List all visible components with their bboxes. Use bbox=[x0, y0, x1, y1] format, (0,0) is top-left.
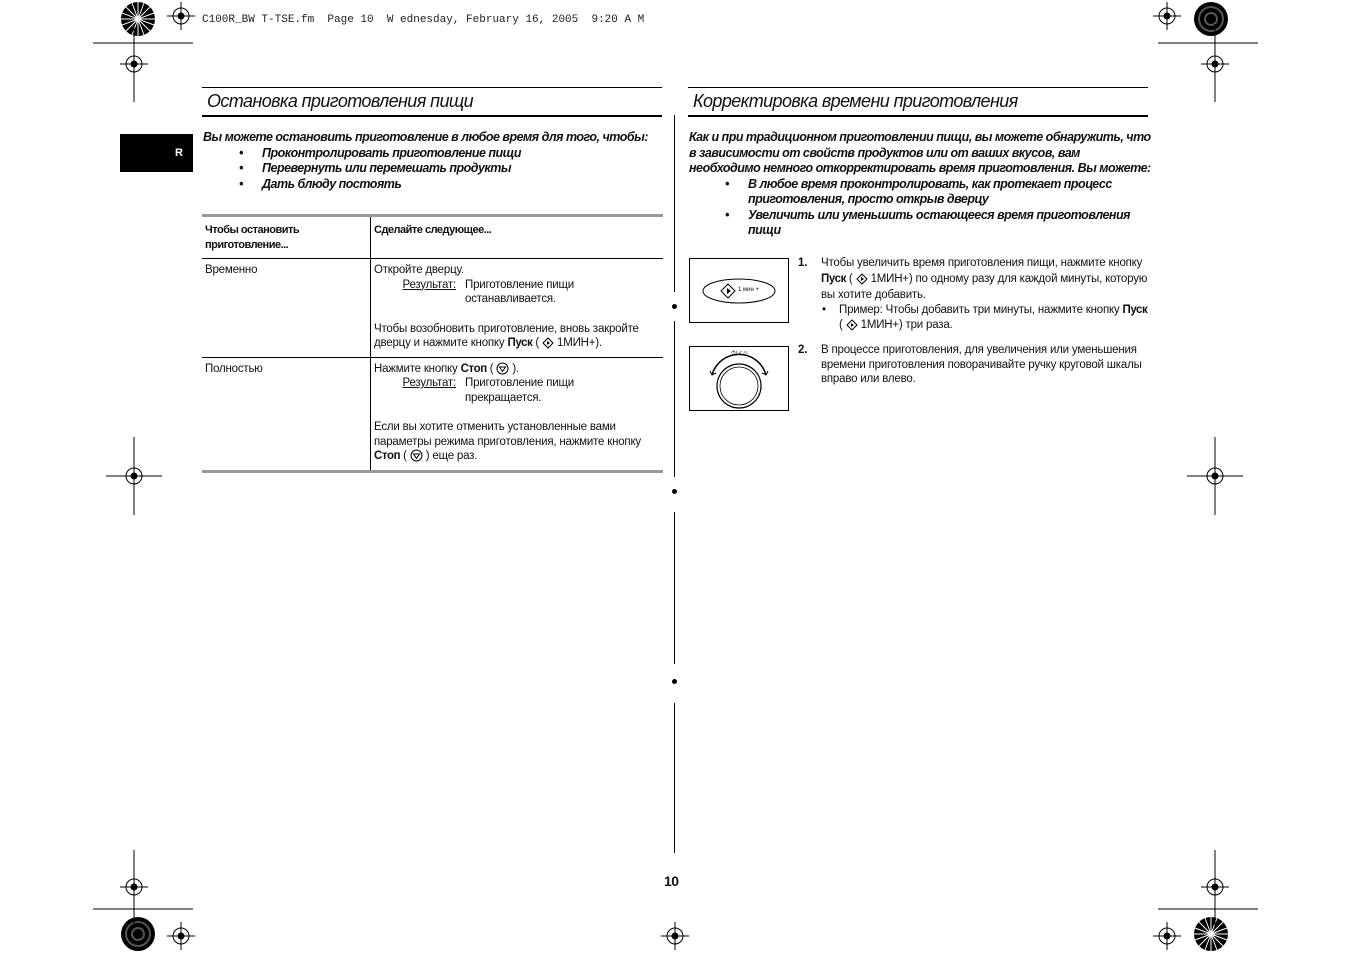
result-line bbox=[374, 278, 660, 307]
right-section-title: Корректировка времени приготовления bbox=[688, 87, 1148, 117]
list-item: • Дать блюду постоять bbox=[203, 177, 663, 193]
start-key-label: Пуск bbox=[1122, 304, 1148, 316]
step-text: Чтобы увеличить время приготовления пищи, нажмите кнопку bbox=[821, 257, 1143, 269]
table-header-when: Чтобы остановить приготовление... bbox=[202, 216, 371, 259]
start-diamond-icon bbox=[846, 319, 858, 331]
divider-dot bbox=[672, 304, 677, 309]
left-lead-text: Вы можете остановить приготовление в любое время для того, чтобы: bbox=[203, 130, 648, 144]
figure2-label: ⏱/✓ ⊙ bbox=[731, 351, 748, 357]
result-label: Результат: bbox=[402, 278, 456, 291]
step-text-tail: 1МИН+) по одному разу для каждой минуты, которую вы хотите добавить. bbox=[821, 273, 1148, 301]
column-divider bbox=[674, 703, 675, 853]
stop-key-label: Стоп bbox=[460, 362, 487, 375]
column-divider bbox=[674, 115, 675, 292]
table-header-row bbox=[202, 216, 663, 259]
row-action bbox=[371, 259, 664, 358]
row-action-text: Нажмите кнопку Стоп ( ). bbox=[374, 362, 519, 375]
action-tail: ). bbox=[512, 362, 519, 375]
row-when: Временно bbox=[202, 259, 371, 358]
action-text: Нажмите кнопку bbox=[374, 362, 458, 375]
table-header-action: Сделайте следующее... bbox=[371, 216, 664, 259]
result-text: Приготовление пищи прекращается. bbox=[465, 377, 574, 404]
row-note: Чтобы возобновить приготовление, вновь закройте дверцу и нажмите кнопку Пуск ( 1МИН+). bbox=[374, 322, 639, 349]
column-divider bbox=[674, 512, 675, 664]
result-line bbox=[374, 376, 660, 405]
stop-button-icon bbox=[410, 449, 423, 462]
row-note: Если вы хотите отменить установленные вами параметры режима приготовления, нажмите кнопку Стоп ( ) еще раз. bbox=[374, 421, 641, 462]
right-lead-text: Как и при традиционном приготовлении пищи, вы можете обнаружить, что в зависимости от свойств продуктов или от ваших вкусов, вам необходимо немного откорректировать время приготовления. Вы можете: bbox=[689, 130, 1151, 175]
note-tail: 1МИН+). bbox=[557, 337, 602, 349]
step-1: 1. Чтобы увеличить время приготовления пищи, нажмите кнопку Пуск ( 1МИН+) по одному разу для каждой минуты, которую вы хотите добавить. • Пример: Чтобы добавить три минуты, нажмите кнопку Пуск ( 1МИН+) три раза. bbox=[798, 255, 1151, 333]
note-tail: ) еще раз. bbox=[425, 450, 478, 462]
note-text: Если вы хотите отменить установленные вами параметры режима приготовления, нажмите кнопку bbox=[374, 421, 641, 448]
note-text: Чтобы возобновить приготовление, вновь закройте дверцу и нажмите кнопку bbox=[374, 322, 639, 349]
result-text: Приготовление пищи останавливается. bbox=[465, 278, 574, 305]
start-button-illustration bbox=[689, 258, 789, 323]
start-diamond-icon bbox=[856, 273, 868, 285]
start-key-label: Пуск bbox=[507, 337, 533, 349]
list-item: • Перевернуть или перемешать продукты bbox=[203, 161, 663, 177]
list-item: • Проконтролировать приготовление пищи bbox=[203, 146, 663, 162]
step-number: 2. bbox=[798, 344, 808, 356]
table-row bbox=[202, 357, 663, 471]
list-item: • Увеличить или уменьшить остающееся время приготовления пищи bbox=[689, 208, 1151, 239]
file-slug: C100R_BW T-TSE.fm Page 10 W ednesday, February 16, 2005 9:20 A M bbox=[202, 14, 645, 26]
column-divider bbox=[674, 321, 675, 477]
result-label: Результат: bbox=[402, 377, 456, 389]
divider-dot bbox=[672, 679, 677, 684]
right-lead bbox=[689, 130, 1151, 239]
example-text: Пример: Чтобы добавить три минуты, нажмите кнопку bbox=[839, 304, 1120, 316]
step-number: 1. bbox=[798, 257, 808, 269]
dial-illustration bbox=[689, 346, 789, 411]
step-text: В процессе приготовления, для увеличения или уменьшения времени приготовления поворачивайте ручку круговой шкалы вправо или влево. bbox=[821, 344, 1142, 385]
row-when: Полностью bbox=[202, 357, 371, 471]
row-action bbox=[371, 357, 664, 471]
start-diamond-icon bbox=[542, 337, 554, 349]
stop-key-label: Стоп bbox=[374, 450, 401, 462]
figure1-label: 1 мин + bbox=[738, 287, 759, 293]
step-2 bbox=[798, 343, 1151, 387]
page-number: 10 bbox=[664, 873, 679, 889]
step-example: • Пример: Чтобы добавить три минуты, нажмите кнопку Пуск ( 1МИН+) три раза. bbox=[821, 303, 1151, 333]
left-lead bbox=[203, 130, 663, 192]
stop-cooking-table bbox=[202, 214, 663, 473]
list-item: • В любое время проконтролировать, как протекает процесс приготовления, просто открыв дверцу bbox=[689, 177, 1151, 208]
table-row bbox=[202, 259, 663, 358]
left-bullet-list bbox=[203, 146, 663, 193]
row-action-text: Откройте дверцу. bbox=[374, 264, 464, 276]
example-tail: 1МИН+) три раза. bbox=[860, 319, 953, 331]
divider-dot bbox=[672, 489, 677, 494]
right-bullet-list bbox=[689, 177, 1151, 239]
stop-button-icon bbox=[496, 362, 509, 375]
left-section-title: Остановка приготовления пищи bbox=[202, 87, 662, 117]
start-key-label: Пуск bbox=[821, 273, 846, 285]
language-tab: R bbox=[120, 134, 193, 172]
